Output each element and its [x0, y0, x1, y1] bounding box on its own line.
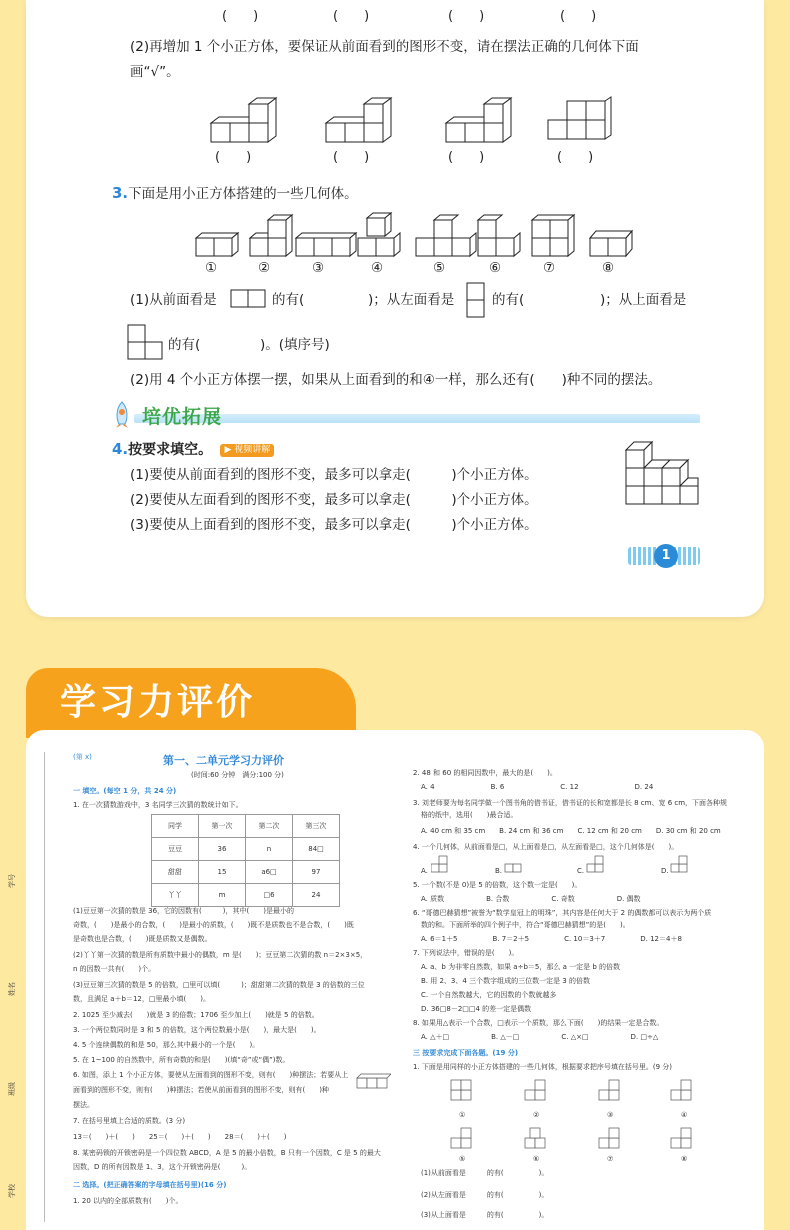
- answer-blank-1-2[interactable]: ( ): [333, 9, 370, 24]
- right-line: 3. 刘老师要为每名同学做一个图书角的借书证，借书证的长和宽都是长 8 cm、宽 6 cm，下面各种规: [413, 799, 728, 807]
- fig-label: ④: [681, 1111, 688, 1119]
- left-line: (2)丫丫第一次猜的数是所有质数中最小的偶数，m 是( )；豆豆第二次猜的数 n＝2×3×5，: [73, 951, 368, 959]
- cube-figure-c: [440, 86, 520, 146]
- front-view-shape: [230, 289, 268, 309]
- choice-label: C.: [577, 867, 585, 875]
- right-line: A. △＋□ B. △－□ C. △×□ D. □÷△: [421, 1033, 659, 1041]
- choice-cube-figures: [431, 854, 731, 878]
- figure-label-5: ⑤: [433, 260, 446, 276]
- table-cell: 24: [293, 884, 340, 907]
- figure-label-1: ①: [205, 260, 218, 276]
- cube-figure-b: [320, 95, 400, 145]
- figure-6-cubes: [478, 215, 520, 256]
- q3-part1-front-answer: 的有(: [272, 292, 305, 308]
- rocket-icon: [110, 400, 134, 430]
- answer-blank-2-1[interactable]: ( ): [215, 150, 252, 165]
- left-line: 1. 20 以内的全部质数有( )个。: [73, 1197, 183, 1205]
- section3-cube-figures: [445, 1078, 735, 1174]
- q4-item-1: (1)要使从前面看到的图形不变，最多可以拿走( )个小正方体。: [130, 467, 538, 483]
- right-line: 6. “哥德巴赫猜想”被誉为“数学皇冠上的明珠”，其内容是任何大于 2 的偶数都可以表示为两个质: [413, 909, 712, 917]
- fig-label: ⑦: [607, 1155, 614, 1163]
- fig-label: ①: [459, 1111, 466, 1119]
- table-cell: 84□: [293, 838, 340, 861]
- page-number: 1: [654, 544, 678, 568]
- sheet-corner-tag: (第 x): [73, 753, 92, 761]
- right-line: 格的纸中，选用( )最合适。: [421, 811, 518, 819]
- section-1-heading: 一 填空。(每空 1 分，共 24 分): [73, 787, 177, 795]
- table-head-cell: 同学: [152, 815, 199, 838]
- sheet-subtitle: (时间:60 分钟 满分:100 分): [191, 771, 284, 779]
- left-line: 5. 在 1~100 的自然数中，所有奇数的和是( )(填“奇”或“偶”)数。: [73, 1056, 290, 1064]
- side-label-name: 姓名: [8, 982, 16, 996]
- left-line: 数，且满足 a＋b＝12，□里最小填( )。: [73, 995, 210, 1003]
- q3-heading: [112, 184, 358, 203]
- choice-label: B.: [495, 867, 503, 875]
- figure-label-7: ⑦: [543, 260, 556, 276]
- evaluation-sheet: [8, 752, 755, 1222]
- right-line: A. 40 cm 和 35 cm B. 24 cm 和 36 cm C. 12 cm 和 20 cm D. 30 cm 和 20 cm: [421, 827, 721, 835]
- q4-item-3: (3)要使从上面看到的图形不变，最多可以拿走( )个小正方体。: [130, 517, 538, 533]
- right-line: A. 质数 B. 合数 C. 奇数 D. 偶数: [421, 895, 641, 903]
- table-head-cell: 第二次: [246, 815, 293, 838]
- q3-title: 下面是用小正方体搭建的一些几何体。: [128, 186, 358, 202]
- left-line: 6. 如图，添上 1 个小正方体，要使从左面看到的图形不变，则有( )种摆法；若要从上: [73, 1071, 349, 1079]
- table-head-cell: 第一次: [199, 815, 246, 838]
- section-tab-title: 学习力评价: [60, 682, 256, 723]
- q3-part2: (2)用 4 个小正方体摆一摆，如果从上面看到的和④一样，那么还有( )种不同的摆法。: [130, 372, 662, 388]
- table-cell: 豆豆: [152, 838, 199, 861]
- table-cell: n: [246, 838, 293, 861]
- fig-label: ②: [533, 1111, 540, 1119]
- table-cell: a6□: [246, 861, 293, 884]
- answer-blank-2-4[interactable]: ( ): [557, 150, 594, 165]
- q4-item-2: (2)要使从左面看到的图形不变，最多可以拿走( )个小正方体。: [130, 492, 538, 508]
- side-label-student-id: 学号: [8, 874, 16, 888]
- q4-cube-stack: [618, 436, 704, 512]
- figure-label-8: ⑧: [602, 260, 615, 276]
- fig-label: ③: [607, 1111, 614, 1119]
- figure-1-cubes: [196, 233, 238, 256]
- side-label-school: 学校: [8, 1184, 16, 1198]
- fig-label: ⑤: [459, 1155, 466, 1163]
- left-line: 摆法。: [73, 1101, 94, 1109]
- table-cell: 15: [199, 861, 246, 884]
- left-line: 4. 5 个连续偶数的和是 50，那么其中最小的一个是( )。: [73, 1041, 260, 1049]
- figure-8-cubes: [590, 231, 632, 256]
- left-q1: 1. 在一次猜数游戏中，3 名同学三次猜的数统计如下。: [73, 801, 243, 809]
- right-line: (3)从上面看是 的有( )。: [421, 1211, 549, 1219]
- answer-blank-2-3[interactable]: ( ): [448, 150, 485, 165]
- q3-part1-left-answer: 的有(: [492, 292, 525, 308]
- left-line: 8. 某密码锁的开锁密码是一个四位数 ABCD，A 是 5 的最小倍数，B 只有一个因数，C 是 5 的最大: [73, 1149, 381, 1157]
- left-line: n 的因数一共有( )个。: [73, 965, 156, 973]
- left-line: 2. 1025 至少减去( )就是 3 的倍数；1706 至少加上( )就是 5 的倍数。: [73, 1011, 319, 1019]
- q3-cube-figures: [192, 208, 712, 260]
- side-label-class: 班级: [8, 1082, 16, 1096]
- mini-cube-figure: [355, 1070, 391, 1090]
- figure-label-4: ④: [371, 260, 384, 276]
- left-line: (1)豆豆第一次猜的数是 36，它的因数有( )，其中( )是最小的: [73, 907, 294, 915]
- answer-blank-1-1[interactable]: ( ): [222, 9, 259, 24]
- guess-table: [151, 814, 340, 907]
- left-line: 面看到的图形不变，则有( )种摆法；若使从前面看到的图形不变，则有( )种: [73, 1086, 329, 1094]
- video-badge-label: 视频讲解: [234, 444, 271, 455]
- figure-5-cubes: [416, 215, 476, 256]
- table-cell: 97: [293, 861, 340, 884]
- right-line: 5. 一个数(不是 0)是 5 的倍数，这个数一定是( )。: [413, 881, 582, 889]
- left-line: (3)豆豆第三次猜的数是 5 的倍数，□里可以填( )；甜甜第二次猜的数是 3 的倍数的三位: [73, 981, 365, 989]
- left-line: 是奇数也是合数，( )既是质数又是偶数。: [73, 935, 212, 943]
- figure-4-cubes: [358, 213, 400, 256]
- figure-2-cubes: [250, 215, 292, 256]
- table-cell: m: [199, 884, 246, 907]
- right-line: 7. 下列说法中，错误的是( )。: [413, 949, 519, 957]
- q3-part1-top-answer: 的有(: [168, 337, 201, 353]
- table-cell: 36: [199, 838, 246, 861]
- answer-blank-1-3[interactable]: ( ): [448, 9, 485, 24]
- figure-label-3: ③: [312, 260, 325, 276]
- figure-label-6: ⑥: [489, 260, 502, 276]
- left-line: 因数，D 的所有因数是 1、3，这个开锁密码是( )。: [73, 1163, 252, 1171]
- right-line: A. 6＝1＋5 B. 7＝2＋5 C. 10＝3＋7 D. 12＝4＋8: [421, 935, 682, 943]
- table-cell: □6: [246, 884, 293, 907]
- sheet-title: 第一、二单元学习力评价: [163, 754, 284, 767]
- figure-3-cubes: [296, 233, 356, 256]
- q4-title: 按要求填空。: [128, 442, 213, 458]
- q3-part1-note: )。(填序号): [260, 337, 330, 353]
- banner-title: 培优拓展: [142, 406, 223, 428]
- figure-7-cubes: [532, 215, 574, 256]
- right-line: 2. 48 和 60 的相同因数中，最大的是( )。: [413, 769, 557, 777]
- right-line: 数的和。下面所举的四个例子中，符合“哥德巴赫猜想”的是( )。: [421, 921, 630, 929]
- q3-part1-front-prefix: (1)从前面看是: [130, 292, 217, 308]
- right-line: D. 36□8－2□□4 的差一定是偶数: [421, 1005, 532, 1013]
- answer-blank-2-2[interactable]: ( ): [333, 150, 370, 165]
- right-line: C. 一个自然数越大，它的因数的个数就越多: [421, 991, 557, 999]
- top-view-shape: [127, 324, 165, 362]
- right-line: 4. 一个几何体，从前面看是□，从上面看是□，从左面看是□，这个几何体是( )。: [413, 843, 679, 851]
- q3-part1-top-prefix: )；从上面看是: [600, 292, 687, 308]
- q2-instruction-line2: 画“√”。: [130, 64, 180, 80]
- cube-figure-a: [205, 95, 285, 145]
- table-cell: 甜甜: [152, 861, 199, 884]
- right-line: B. 用 2、3、4 三个数字组成的三位数一定是 3 的倍数: [421, 977, 590, 985]
- right-line: A. a、b 为非零自然数，如果 a÷b＝5，那么 a 一定是 b 的倍数: [421, 963, 620, 971]
- q4-heading: [112, 440, 274, 459]
- cube-figure-d: [542, 96, 622, 146]
- figure-label-2: ②: [258, 260, 271, 276]
- fig-label: ⑥: [533, 1155, 540, 1163]
- choice-label: A.: [421, 867, 428, 875]
- left-view-shape: [466, 282, 488, 320]
- video-lecture-badge[interactable]: ▶ 视频讲解: [220, 444, 274, 457]
- section-2-heading: 二 选择。(把正确答案的字母填在括号里)(16 分): [73, 1181, 227, 1189]
- q2-instruction-line1: (2)再增加 1 个小正方体，要保证从前面看到的图形不变，请在摆法正确的几何体下面: [130, 39, 639, 55]
- table-head-cell: 第三次: [293, 815, 340, 838]
- left-line: 7. 在括号里填上合适的质数。(3 分): [73, 1117, 186, 1125]
- right-line: 8. 如果用△表示一个合数，□表示一个质数，那么下面( )的结果一定是合数。: [413, 1019, 664, 1027]
- choice-label: D.: [661, 867, 669, 875]
- right-line: A. 4 B. 6 C. 12 D. 24: [421, 783, 654, 791]
- q3-number: 3.: [112, 184, 129, 202]
- right-line: (2)从左面看是 的有( )。: [421, 1191, 549, 1199]
- q4-number: 4.: [112, 440, 129, 458]
- answer-blank-1-4[interactable]: ( ): [560, 9, 597, 24]
- left-line: 3. 一个两位数同时是 3 和 5 的倍数，这个两位数最小是( )，最大是( )。: [73, 1026, 321, 1034]
- left-line: 奇数，( )是最小的合数，( )是最小的质数，( )既不是质数也不是合数，( )既: [73, 921, 354, 929]
- fig-label: ⑧: [681, 1155, 688, 1163]
- right-line: (1)从前面看是 的有( )。: [421, 1169, 549, 1177]
- left-line: 13＝( )＋( ) 25＝( )＋( ) 28＝( )＋( ): [73, 1133, 287, 1141]
- section-3-heading: 三 按要求完成下面各题。(19 分): [413, 1049, 519, 1057]
- table-cell: 丫丫: [152, 884, 199, 907]
- right-line: 1. 下面是用同样的小正方体搭建的一些几何体，根据要求把序号填在括号里。(9 分): [413, 1063, 673, 1071]
- q3-part1-left-prefix: )；从左面看是: [368, 292, 455, 308]
